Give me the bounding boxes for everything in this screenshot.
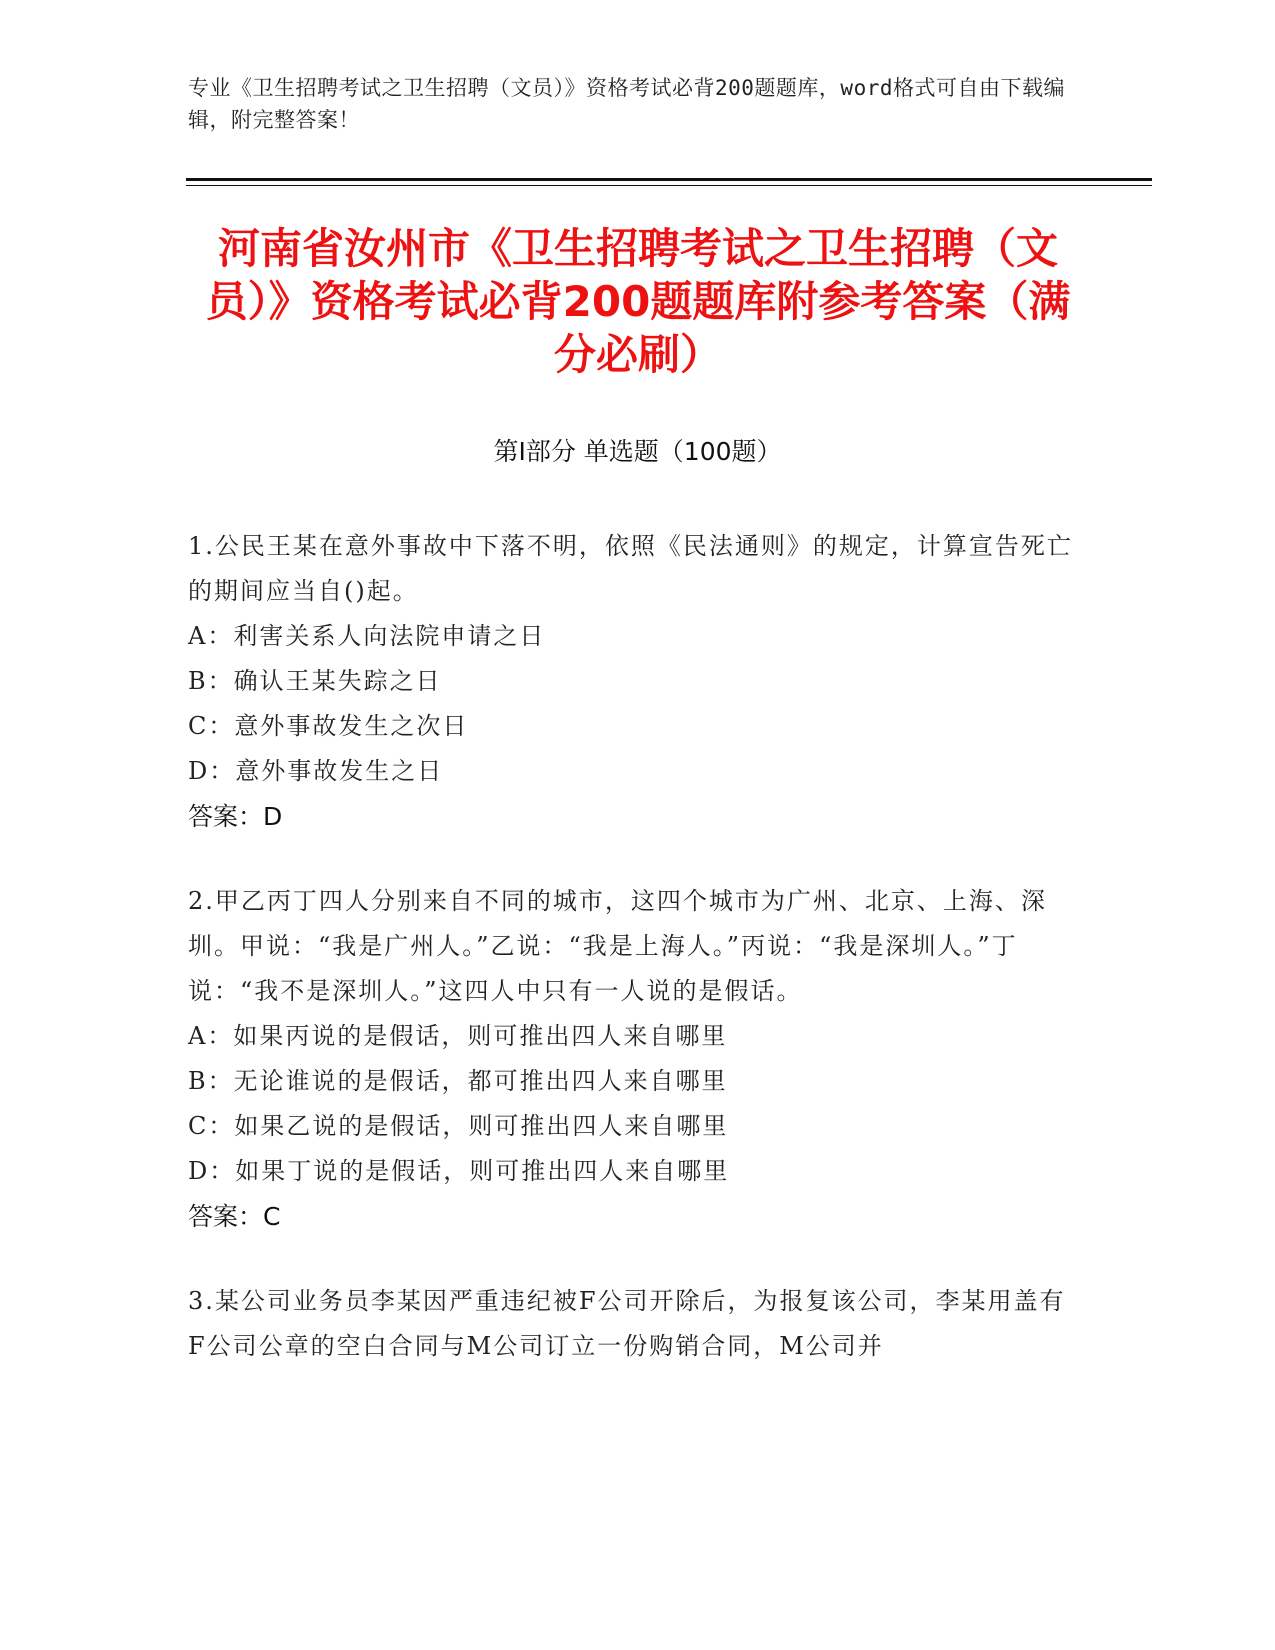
option-c: C：如果乙说的是假话，则可推出四人来自哪里 (188, 1112, 729, 1140)
header-note: 专业《卫生招聘考试之卫生招聘（文员）》资格考试必背200题题库，word格式可自由下载编辑，附完整答案！ (188, 76, 1065, 132)
question-stem: 2.甲乙丙丁四人分别来自不同的城市，这四个城市为广州、北京、上海、深圳。甲说：“我是广州人。”乙说：“我是上海人。”丙说：“我是深圳人。”丁说：“我不是深圳人。”这四人中只有一人说的是假话。 (188, 887, 1047, 1005)
question-2 (188, 879, 1078, 1239)
answer: 答案：D (188, 802, 283, 831)
question-stem: 3.某公司业务员李某因严重违纪被F公司开除后，为报复该公司，李某用盖有F公司公章的空白合同与M公司订立一份购销合同，M公司并 (188, 1287, 1066, 1360)
question-1 (188, 524, 1078, 839)
answer: 答案：C (188, 1202, 281, 1231)
option-d: D：意外事故发生之日 (188, 757, 444, 785)
question-list (188, 524, 1078, 1409)
option-c: C：意外事故发生之次日 (188, 712, 469, 740)
document-title: 河南省汝州市《卫生招聘考试之卫生招聘（文员）》资格考试必背200题题库附参考答案（满分必刷） (205, 224, 1071, 379)
section-heading: 第Ⅰ部分 单选题（100题） (493, 437, 782, 466)
option-a: A：如果丙说的是假话，则可推出四人来自哪里 (188, 1022, 728, 1050)
option-b: B：确认王某失踪之日 (188, 667, 442, 695)
header-rule-thick (186, 178, 1152, 181)
option-d: D：如果丁说的是假话，则可推出四人来自哪里 (188, 1157, 730, 1185)
header-rule-thin (186, 185, 1152, 186)
option-a: A：利害关系人向法院申请之日 (188, 622, 546, 650)
question-stem: 1.公民王某在意外事故中下落不明，依照《民法通则》的规定，计算宣告死亡的期间应当自()起。 (188, 532, 1073, 605)
option-b: B：无论谁说的是假话，都可推出四人来自哪里 (188, 1067, 728, 1095)
question-3 (188, 1279, 1078, 1369)
